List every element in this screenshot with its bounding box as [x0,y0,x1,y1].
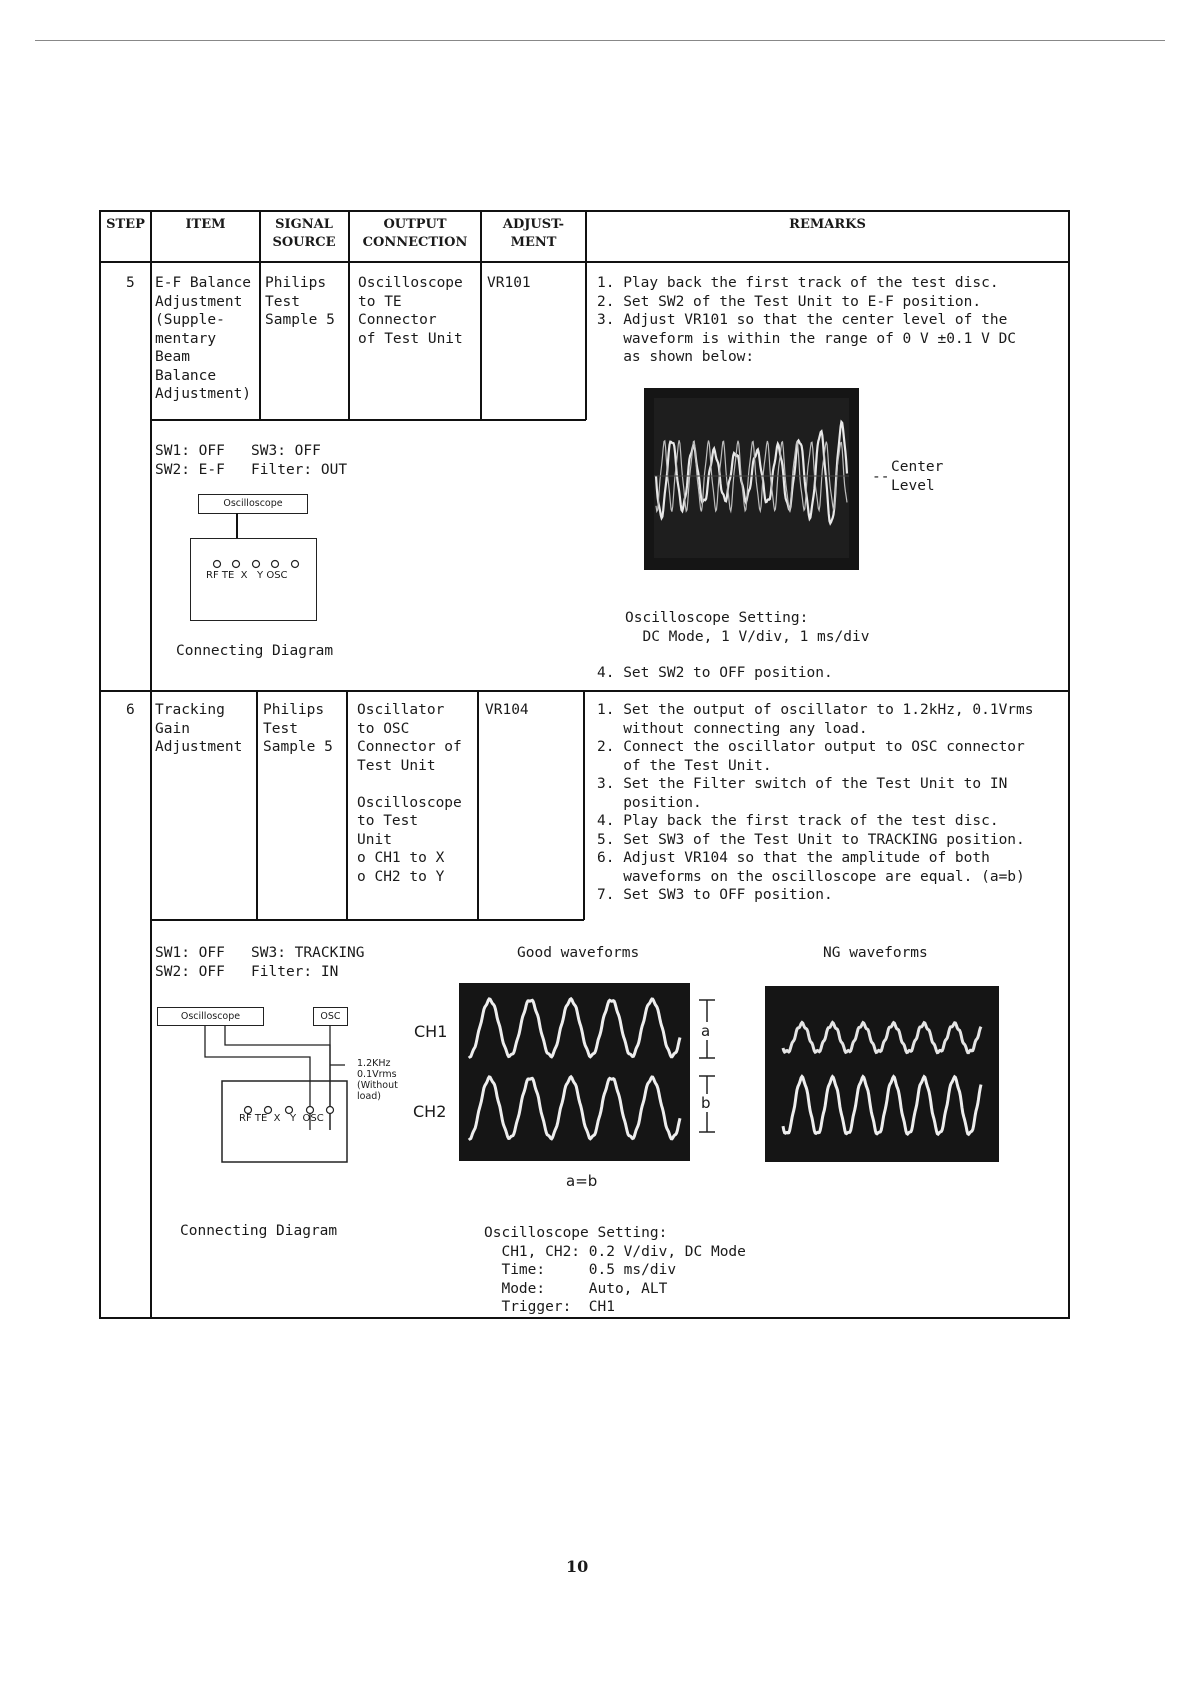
ch1-label: CH1 [414,1022,448,1041]
osc-note: 1.2KHz 0.1Vrms (Without load) [357,1058,398,1102]
center-level-label: Center Level [891,459,944,494]
good-waveform [459,983,690,1161]
row6-step: 6 [126,702,135,718]
top-rule [35,40,1165,41]
terminal-labels: RF TE X Y OSC [239,1113,324,1124]
ng-waveforms-screen [765,986,999,1162]
row6-scope-setting: Oscilloscope Setting: CH1, CH2: 0.2 V/div, DC Mode Time: 0.5 ms/div Mode: Auto, ALT Trigger: CH1 [484,1225,746,1315]
row6-diagram-caption: Connecting Diagram [180,1223,338,1239]
good-waveforms-screen [459,983,690,1161]
row5-scope-setting: Oscilloscope Setting: DC Mode, 1 V/div, 1 ms/div [625,610,870,645]
row5-diagram-caption: Connecting Diagram [176,643,334,659]
ng-waveforms-label: NG waveforms [823,945,928,961]
oscilloscope-box: Oscilloscope [157,1007,264,1026]
row6-item: Tracking Gain Adjustment [155,702,243,755]
row5-switches: SW1: OFF SW3: OFF SW2: E-F Filter: OUT [155,443,348,478]
header-remarks: REMARKS [789,217,866,232]
center-level-dash: -- [872,469,890,485]
row6-switches: SW1: OFF SW3: TRACKING SW2: OFF Filter: IN [155,945,365,980]
good-waveforms-label: Good waveforms [517,945,640,961]
row5-oscilloscope-screen [644,388,859,570]
ng-waveform [765,986,999,1162]
row5-step: 5 [126,275,135,291]
ch2-label: CH2 [413,1102,447,1121]
page-number: 10 [566,1557,589,1576]
oscilloscope-box: Oscilloscope [198,494,308,514]
row5-output-connection: Oscilloscope to TE Connector of Test Unit [358,275,463,347]
row5-signal-source: Philips Test Sample 5 [265,275,335,328]
row6-remarks: 1. Set the output of oscillator to 1.2kHz, 0.1Vrms without connecting any load. 2. Connect the oscillator output to OSC connector of the Test Unit. 3. Set the Filter switch of the Test Unit to IN position. 4. Play back the first track of the test disc. 5. Set SW3 of the Test Unit to TRACKING position. 6. Adjust VR104 so that the amplitude of both waveforms on the oscilloscope are equal. (a=b) 7. Set SW3 to OFF position. [597,702,1034,903]
row6-adjustment: VR104 [485,702,529,718]
header-adjustment: ADJUST- MENT [502,217,565,250]
row5-adjustment: VR101 [487,275,531,291]
header-signal-source: SIGNAL SOURCE [272,217,336,250]
row5-item: E-F Balance Adjustment (Supple- mentary Beam Balance Adjustment) [155,275,252,402]
header-output-connection: OUTPUT CONNECTION [362,217,468,250]
a-label: a [701,1022,711,1040]
header-step: STEP [106,217,145,232]
row5-remarks: 1. Play back the first track of the test disc. 2. Set SW2 of the Test Unit to E-F position. 3. Adjust VR101 so that the center level of the waveform is within the range of 0 V ±0.1 V DC as shown below: [597,275,1017,365]
terminal-labels: RF TE X Y OSC [206,570,288,581]
row6-signal-source: Philips Test Sample 5 [263,702,333,755]
b-label: b [701,1094,711,1112]
amplitude-markers [694,996,720,1136]
header-item: ITEM [185,217,226,232]
row6-wiring [150,1020,370,1170]
row5-final-remark: 4. Set SW2 to OFF position. [597,665,833,681]
row6-output-connection: Oscillator to OSC Connector of Test Unit Oscilloscope to Test Unit o CH1 to X o CH2 to Y [357,702,462,885]
a-equals-b-label: a=b [566,1172,598,1190]
row5-waveform [644,388,859,570]
osc-box: OSC [313,1007,348,1026]
